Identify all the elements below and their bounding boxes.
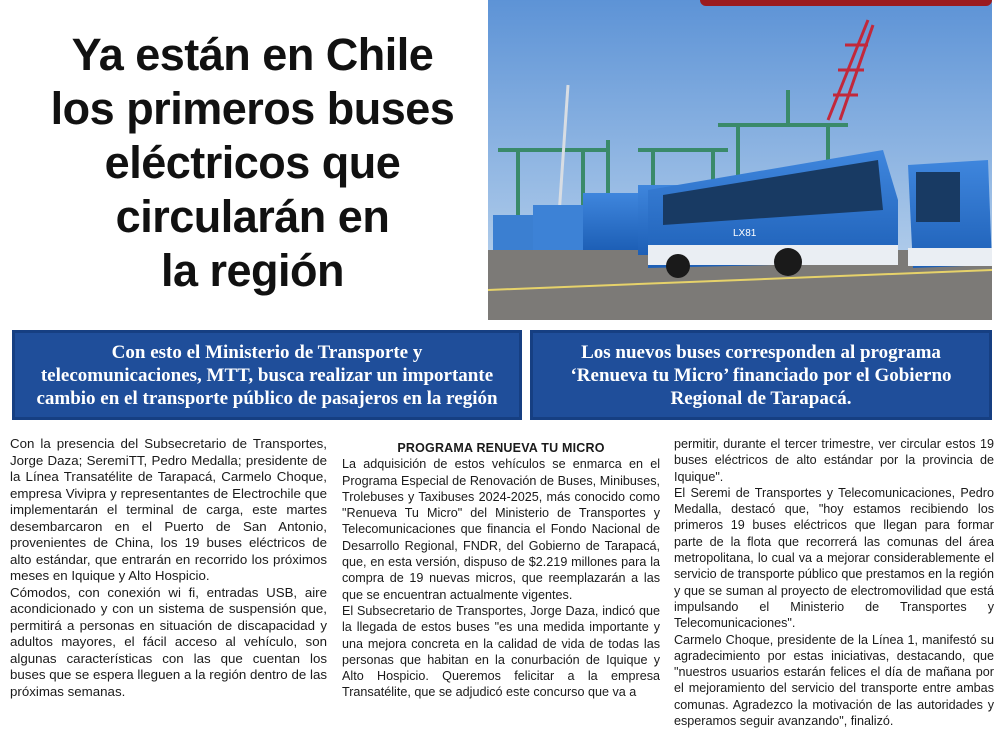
article-paragraph: El Subsecretario de Transportes, Jorge Daza, indicó que la llegada de estos buses "es una medida importante y una mejora concreta en la calidad de vida de todas las personas que habitan en la conurbación de Iquique y Alto Hospicio. Queremos felicitar a la empresa Transatélite, que se adjudicó este concurso que va a [342,603,660,700]
article-paragraph: Cómodos, con conexión wi fi, entradas USB, aire acondicionado y con un sistema de suspensión que, permitirá a personas en situación de discapacidad y adultos mayores, el fácil acceso al vehículo, son algunas características con las que cuentan los buses que se espera lleguen a la región dentro de las próximas semanas. [10,584,327,699]
headline-line: Ya están en Chile [71,29,434,80]
article-paragraph: Carmelo Choque, presidente de la Línea 1, manifestó su agradecimiento por estas iniciativas, destacando, que "nuestros usuarios estarán felices el día de mañana por el mejoramiento del servicio del transporte entre ambas comunas. Agradezco la motivación de las autoridades y esperamos seguir avanzando", finalizó. [674,632,994,729]
section-subhead: PROGRAMA RENUEVA TU MICRO [397,441,605,455]
right-bus [908,160,992,268]
article-paragraph: permitir, durante el tercer trimestre, ver circular estos 19 buses eléctricos de alto estándar por la provincia de Iquique". [674,437,994,484]
article-paragraph: La adquisición de estos vehículos se enmarca en el Programa Especial de Renovación de Buses, Minibuses, Trolebuses y Taxibuses 2024-2025, más conocido como "Renueva Tu Micro" del Ministerio de Transportes y Telecomunicaciones que financia el Fondo Nacional de Desarrollo Regional, FNDR, del Gobierno de Tarapacá, que, en esta versión, dispuso de $2.219 millones para la compra de 19 nuevas micros, que reemplazarán a las que se encuentran actualmente vigentes. [342,457,660,602]
buses-illustration [488,0,992,320]
accent-strip [700,0,992,6]
article-column-1 [10,436,327,700]
summary-banner-left-text: Con esto el Ministerio de Transporte y telecomunicaciones, MTT, busca realizar un importante cambio en el transporte público de pasajeros en la región [36,341,498,409]
article-column-3 [674,436,994,729]
headline-line: eléctricos que [104,137,401,188]
buses-photo [488,0,992,320]
summary-banner-right-text: Los nuevos buses corresponden al programa ‘Renueva tu Micro’ financiado por el Gobierno Regional de Tarapacá. [570,341,952,409]
headline [20,28,485,298]
headline-line: los primeros buses [50,83,455,134]
article-paragraph: Con la presencia del Subsecretario de Transportes, Jorge Daza; SeremiTT, Pedro Medalla; presidente de la Línea Transatélite de Tarapacá, Carmelo Choque, empresa Vivipra y representantes de Electrochile que implementarán el terminal de carga, este martes desembarcaron en el Puerto de San Antonio, provenientes de China, los 19 buses eléctricos de alto estándar, que entrarán en recorrido los próximos meses en Iquique y Alto Hospicio. [10,436,327,583]
summary-banner-right [530,330,992,420]
article-column-2 [342,440,660,701]
headline-line: circularán en [115,191,390,242]
summary-banner-left [12,330,522,420]
bus-plate: LX81 [733,228,757,239]
headline-line: la región [160,245,345,296]
article-paragraph: El Seremi de Transportes y Telecomunicaciones, Pedro Medalla, destacó que, "hoy estamos recibiendo los primeros 19 buses eléctricos que llegan para formar parte de la flota que recorrerá las comunas del área metropolitana, lo cual va a mejorar considerablemente el servicio de transporte público que prestamos en la región y que se suman al proyecto de electromovilidad que está impulsando el Ministerio de Transportes y Telecomunicaciones". [674,485,994,631]
